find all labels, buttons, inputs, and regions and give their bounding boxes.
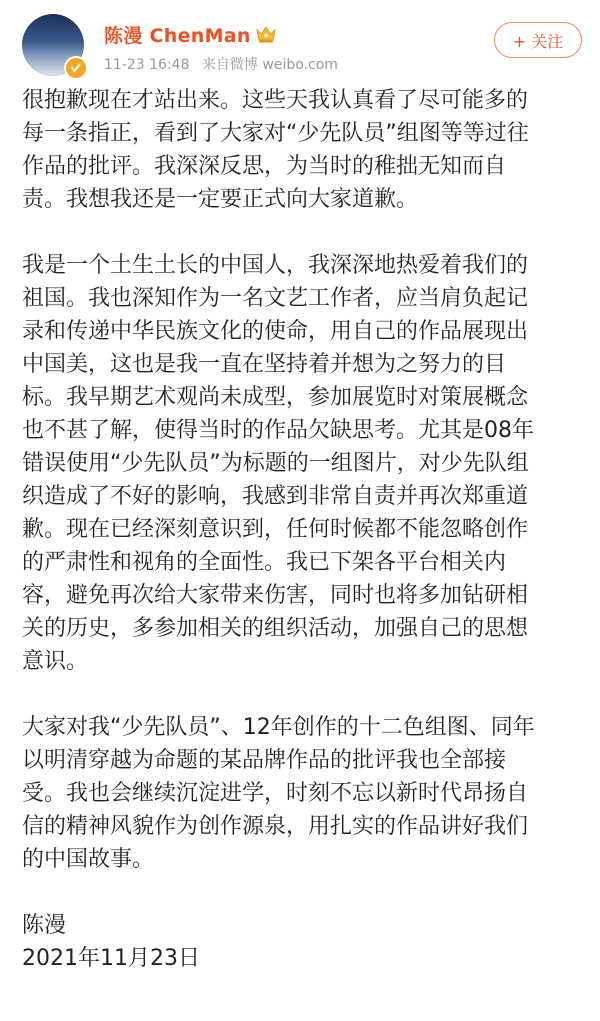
crown-icon (255, 24, 277, 44)
post-paragraph-1: 很抱歉现在才站出来。这些天我认真看了尽可能多的 每一条指正，看到了大家对“少先队员”组图等等过往 作品的批评。我深深反思，为当时的稚拙无知而自 责。我想我还是一定要正式向大家道歉。 (22, 88, 529, 212)
verified-badge-icon (64, 56, 88, 80)
post-body (22, 84, 590, 975)
post-time: 11-23 16:48 (104, 57, 190, 73)
post-meta (104, 54, 346, 74)
follow-button[interactable]: + 关注 (494, 22, 582, 58)
post-paragraph-3: 大家对我“少先队员”、12年创作的十二色组图、同年 以明清穿越为命题的某品牌作品的批评我也全部接 受。我也会继续沉淀进学，时刻不忘以新时代昂扬自 信的精神风貌作为创作源泉，用扎实的作品讲好我们 的中国故事。 (22, 715, 535, 872)
user-name[interactable]: 陈漫 ChenMan (104, 24, 251, 47)
post-signature: 陈漫 2021年11月23日 (22, 913, 200, 971)
post-paragraph-2: 我是一个土生土长的中国人，我深深地热爱着我们的 祖国。我也深知作为一名文艺工作者，应当肩负起记 录和传递中华民族文化的使命，用自己的作品展现出 中国美，这也是我一直在坚持着并想为之努力的目 标。我早期艺术观尚未成型，参加展览时对策展概念 也不甚了解，使得当时的作品欠缺思考。尤其是08年 错误使用“少先队员”为标题的一组图片，对少先队组 织造成了不好的影响，我感到非常自责并再次郑重道 歉。现在已经深刻意识到，任何时候都不能忽略创作 的严肃性和视角的全面性。我已下架各平台相关内 容，避免再次给大家带来伤害，同时也将多加钻研相 关的历史，多参加相关的组织活动，加强自己的思想 意识。 (22, 253, 534, 674)
name-row (104, 20, 277, 48)
post-header (0, 0, 600, 90)
post-source: 来自微博 weibo.com (201, 57, 338, 73)
